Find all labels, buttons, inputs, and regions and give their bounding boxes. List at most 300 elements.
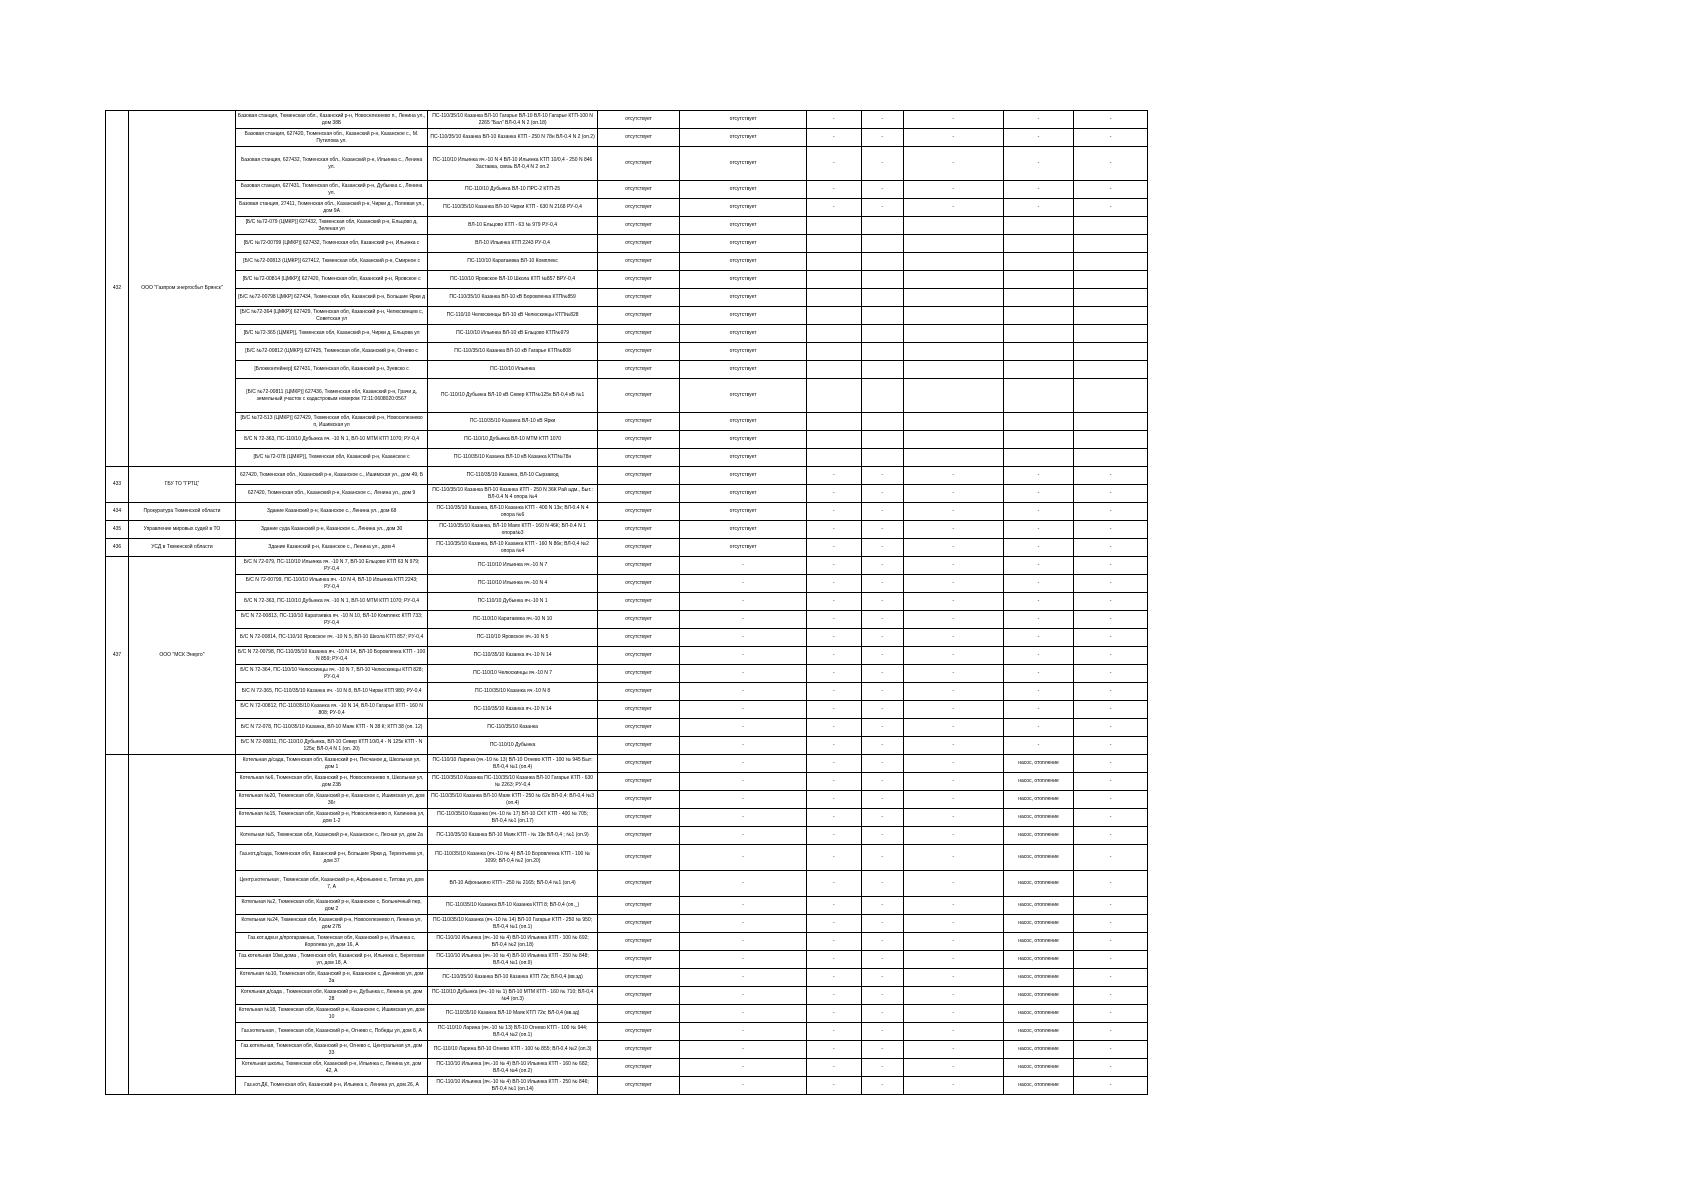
supply-source-cell: ПС-110/10 Ларина (яч.-10 № 13) ВЛ-10 Огнево КТП - 100 № 944; ВЛ-0,4 №2 (оп.1)	[428, 1023, 597, 1041]
status-cell: -	[1074, 593, 1148, 611]
status-cell: -	[903, 665, 1003, 683]
status-cell: -	[806, 129, 861, 147]
status-cell	[861, 271, 903, 289]
status-cell: -	[1074, 897, 1148, 915]
table-row	[106, 485, 1148, 503]
object-address-cell: Б/С N 72-00798, ПС-110/35/10 Казанка яч. -10 N 14, ВЛ-10 Боровленка КТП - 100 N 859; РУ-0,4	[235, 647, 428, 665]
supply-source-cell: ПС-110/10 Каратаевка ВЛ-10 Комплекс	[428, 253, 597, 271]
status-cell: отсутствует	[597, 361, 680, 379]
supply-source-cell: ПС-110/35/10 Казанка, ВЛ-10 Сырзавод	[428, 467, 597, 485]
object-address-cell: [Б/С №72-365 (ЦМКР)], Тюменская обл, Казанский р-н, Чирки д, Ельцова ул	[235, 325, 428, 343]
status-cell: -	[1074, 485, 1148, 503]
status-cell: -	[1074, 915, 1148, 933]
status-cell: -	[1074, 1077, 1148, 1095]
status-cell: отсутствует	[597, 199, 680, 217]
status-cell: -	[806, 1077, 861, 1095]
status-cell: -	[861, 539, 903, 557]
status-cell	[861, 449, 903, 467]
supply-source-cell: ПС-110/10 Яровское яч.-10 N 5	[428, 629, 597, 647]
supply-source-cell: ПС-110/10 Ильинка (яч.-10 № 4) ВЛ-10 Ильинка КТП - 100 № 692; ВЛ-0,4 №2 (оп.18)	[428, 933, 597, 951]
status-cell	[1003, 361, 1073, 379]
table-row	[106, 629, 1148, 647]
status-cell: -	[1074, 557, 1148, 575]
status-cell: -	[680, 969, 807, 987]
status-cell: -	[806, 897, 861, 915]
table-row	[106, 701, 1148, 719]
status-cell: -	[861, 593, 903, 611]
object-address-cell: Газ.кот.д/сада, Тюменская обл, Казанский р-н, Большие Ярки д, Терентьева ул, дом 37	[235, 845, 428, 871]
table-row	[106, 467, 1148, 485]
supply-source-cell: ПС-110/35/10 Казанка, ВЛ-10 Маях КТП - 160 N 46К; ВЛ-0.4 N 1 опора№3	[428, 521, 597, 539]
status-cell: -	[1074, 755, 1148, 773]
table-row	[106, 969, 1148, 987]
supply-source-cell: ПС-110/35/10 Казанка	[428, 719, 597, 737]
supply-source-cell: ПС-110/35/10 Казанка яч.-10 N 14	[428, 647, 597, 665]
status-cell: отсутствует	[597, 897, 680, 915]
status-cell: -	[1074, 871, 1148, 897]
status-cell	[861, 235, 903, 253]
status-cell	[806, 307, 861, 325]
status-cell: -	[680, 827, 807, 845]
status-cell: -	[1074, 647, 1148, 665]
status-cell	[903, 413, 1003, 431]
status-cell: отсутствует	[680, 361, 807, 379]
status-cell: -	[861, 987, 903, 1005]
status-cell: отсутствует	[597, 791, 680, 809]
status-cell: -	[806, 647, 861, 665]
table-row	[106, 933, 1148, 951]
status-cell: -	[806, 593, 861, 611]
status-cell: -	[903, 629, 1003, 647]
supply-source-cell: ПС-110/35/10 Казанка (яч.-10 № 4) ВЛ-10 Боровленка КТП - 100 № 1099; ВЛ-0,4 №2 (оп.20)	[428, 845, 597, 871]
status-cell	[1074, 325, 1148, 343]
status-cell: -	[680, 845, 807, 871]
status-cell: -	[1003, 199, 1073, 217]
organization-name: ГБУ ТО "ГРТЦ"	[129, 467, 236, 503]
supply-source-cell: ПС-110/35/10 Казанка ВЛ-10 кВ Ярки	[428, 413, 597, 431]
status-cell	[903, 307, 1003, 325]
status-cell: -	[903, 111, 1003, 129]
status-cell: -	[861, 199, 903, 217]
status-cell	[861, 431, 903, 449]
table-row	[106, 449, 1148, 467]
table-row	[106, 217, 1148, 235]
object-address-cell: Базовая станция, 627432, Тюменская обл., Казанский р-н, Ильинка с., Ленина ул.	[235, 147, 428, 181]
object-address-cell: [Б/С №72-079 (ЦМКР)] 627432, Тюменская обл, Казанский р-н, Ельцово д, Зеленая ул	[235, 217, 428, 235]
status-cell: -	[1003, 147, 1073, 181]
status-cell: насос, отопление	[1003, 897, 1073, 915]
status-cell: -	[806, 485, 861, 503]
table-row	[106, 147, 1148, 181]
status-cell: -	[680, 773, 807, 791]
status-cell: -	[1003, 467, 1073, 485]
status-cell: отсутствует	[597, 181, 680, 199]
record-number: 437	[106, 557, 129, 755]
status-cell	[806, 217, 861, 235]
status-cell	[806, 253, 861, 271]
status-cell: -	[680, 665, 807, 683]
organization-name: ООО "МСК Энерго"	[129, 557, 236, 755]
table-row	[106, 951, 1148, 969]
supply-source-cell: ПС-110/35/10 Казанка ВЛ-10 Казанка КТП - 250 N 36К Рай адм., Быт.: ВЛ-0.4 N 4 опора №4	[428, 485, 597, 503]
table-row	[106, 181, 1148, 199]
supply-source-cell: ПС-110/35/10 Казанка ВЛ-10 Казанка КТП 72к; ВЛ-0,4 (вв.зд)	[428, 969, 597, 987]
status-cell: -	[903, 915, 1003, 933]
supply-source-cell: ПС-110/10 Челюскинцы ВЛ-10 кВ Челюскинцы КТП№828	[428, 307, 597, 325]
object-address-cell: Б/С N 72-00812, ПС-110/35/10 Казанка яч. -10 N 14, ВЛ-10 Гагарье КТП - 160 N 808; РУ-0,4	[235, 701, 428, 719]
status-cell: отсутствует	[680, 325, 807, 343]
status-cell: -	[861, 701, 903, 719]
status-cell: -	[861, 1041, 903, 1059]
status-cell	[903, 325, 1003, 343]
object-address-cell: Здание Казанский р-н, Казанское с., Ленина ул., дом 4	[235, 539, 428, 557]
object-address-cell: Котельная №15, Тюменская обл, Казанский р-н, Новоселезнево п, Калинина ул, дом 1-2	[235, 809, 428, 827]
supply-source-cell: ПС-110/10 Каратаевка яч.-10 N 10	[428, 611, 597, 629]
object-address-cell: 627420, Тюменская обл., Казанский р-н, Казанское с., Ленина ул., дом 9	[235, 485, 428, 503]
status-cell: насос, отопление	[1003, 827, 1073, 845]
status-cell: отсутствует	[680, 431, 807, 449]
status-cell: -	[806, 611, 861, 629]
table-row	[106, 199, 1148, 217]
status-cell: -	[806, 467, 861, 485]
status-cell: -	[1074, 773, 1148, 791]
status-cell: отсутствует	[597, 449, 680, 467]
object-address-cell: Центр.котельная , Тюменская обл, Казанский р-н, Афонькино с, Титова ул, дом 7, А	[235, 871, 428, 897]
status-cell: -	[1074, 737, 1148, 755]
status-cell: -	[861, 737, 903, 755]
status-cell: насос, отопление	[1003, 951, 1073, 969]
document-page	[105, 110, 1148, 1095]
status-cell: отсутствует	[680, 235, 807, 253]
status-cell: -	[903, 951, 1003, 969]
object-address-cell: Базовая станция, Тюменская обл., Казанский р-н, Новоселезнево п., Ленина ул., дом 38Б	[235, 111, 428, 129]
status-cell: -	[806, 701, 861, 719]
status-cell: -	[903, 521, 1003, 539]
status-cell: -	[806, 665, 861, 683]
status-cell	[806, 379, 861, 413]
status-cell: -	[806, 147, 861, 181]
table-row	[106, 647, 1148, 665]
status-cell: -	[861, 129, 903, 147]
consumer-table	[105, 110, 1148, 1095]
object-address-cell: Б/С N 72-363, ПС-110/10 Дубынка яч. -10 N 1, ВЛ-10 МТМ КТП 1070; РУ-0,4	[235, 593, 428, 611]
status-cell	[1003, 307, 1073, 325]
organization-name: Прокуратура Тюменской области	[129, 503, 236, 521]
status-cell: отсутствует	[680, 485, 807, 503]
status-cell	[1074, 361, 1148, 379]
status-cell: насос, отопление	[1003, 1059, 1073, 1077]
object-address-cell: [Б/С №72-00798 ЦМКР] 627434, Тюменская обл, Казанский р-н, Большие Ярки д	[235, 289, 428, 307]
status-cell: -	[1074, 1023, 1148, 1041]
status-cell: отсутствует	[680, 129, 807, 147]
table-row	[106, 379, 1148, 413]
status-cell: -	[861, 827, 903, 845]
status-cell: -	[861, 111, 903, 129]
object-address-cell: Котельная №24, Тюменская обл, Казанский р-н, Новоселезнево п, Ленина ул, дом 27Б	[235, 915, 428, 933]
supply-source-cell: ПС-110/35/10 Казанка яч.-10 N 8	[428, 683, 597, 701]
status-cell: отсутствует	[597, 683, 680, 701]
status-cell: -	[806, 199, 861, 217]
table-row	[106, 307, 1148, 325]
status-cell	[1074, 449, 1148, 467]
status-cell: -	[1074, 611, 1148, 629]
status-cell: -	[806, 629, 861, 647]
object-address-cell: Б/С N 72-079, ПС-110/10 Ильинка яч. -10 N 7, ВЛ-10 Ельцово КТП 63 N 979; РУ-0,4	[235, 557, 428, 575]
status-cell: -	[680, 629, 807, 647]
status-cell: отсутствует	[680, 379, 807, 413]
status-cell: -	[680, 719, 807, 737]
status-cell: -	[861, 791, 903, 809]
table-row	[106, 521, 1148, 539]
status-cell: -	[903, 557, 1003, 575]
status-cell: -	[903, 827, 1003, 845]
status-cell: -	[861, 503, 903, 521]
table-row	[106, 1041, 1148, 1059]
status-cell	[1003, 379, 1073, 413]
status-cell: отсутствует	[597, 593, 680, 611]
status-cell	[806, 271, 861, 289]
status-cell	[861, 217, 903, 235]
status-cell: -	[806, 521, 861, 539]
status-cell: отсутствует	[680, 343, 807, 361]
object-address-cell: Газ.котельная , Тюменская обл, Казанский р-н, Огнево с, Победы ул, дом 8, А	[235, 1023, 428, 1041]
status-cell: -	[1074, 933, 1148, 951]
supply-source-cell: ПС-110/10 Яровское ВЛ-10 Школа КТП №857 ВРУ-0,4	[428, 271, 597, 289]
status-cell: -	[861, 951, 903, 969]
object-address-cell: Б/С N 72-00811, ПС-110/10 Дубынка, ВЛ-10 Север КТП 10/0,4 - N 125к КТП - N 125к; ВЛ-0,4 N 1 (оп. 20)	[235, 737, 428, 755]
status-cell: -	[680, 915, 807, 933]
supply-source-cell: ПС-110/35/10 Казанка яч.-10 N 14	[428, 701, 597, 719]
object-address-cell: Здание Казанский р-н, Казанское с., Ленина ул., дом 68	[235, 503, 428, 521]
status-cell: -	[903, 791, 1003, 809]
status-cell: -	[1074, 629, 1148, 647]
status-cell	[903, 343, 1003, 361]
status-cell: -	[806, 951, 861, 969]
status-cell: отсутствует	[597, 845, 680, 871]
status-cell: -	[903, 199, 1003, 217]
status-cell: -	[1074, 521, 1148, 539]
supply-source-cell: ПС-110/35/10 Казанка ВЛ-10 Гагарье ВЛ-10 ВЛ-10 Гагарье КТП-100 N 2265 "Бал" ВЛ-0.4 N 2 (оп.18)	[428, 111, 597, 129]
object-address-cell: [Б/С №72-00813 (ЦМКР)] 627412, Тюменская обл, Казанский р-н, Смирное с	[235, 253, 428, 271]
status-cell	[1003, 413, 1073, 431]
status-cell: -	[1003, 647, 1073, 665]
supply-source-cell: ПС-110/10 Ильинка	[428, 361, 597, 379]
status-cell: -	[680, 809, 807, 827]
status-cell: -	[806, 683, 861, 701]
status-cell: -	[1074, 701, 1148, 719]
status-cell: -	[680, 1005, 807, 1023]
status-cell: -	[861, 1059, 903, 1077]
status-cell: отсутствует	[597, 737, 680, 755]
status-cell: -	[903, 809, 1003, 827]
supply-source-cell: ПС-110/10 Ильинка (яч.-10 № 4) ВЛ-10 Ильинка КТП - 250 № 848; ВЛ-0,4 №1 (оп.9)	[428, 951, 597, 969]
status-cell: -	[680, 683, 807, 701]
status-cell	[903, 449, 1003, 467]
object-address-cell: Б/С N 72-363, ПС-110/10 Дубынка яч. -10 N 1, ВЛ-10 МТМ КТП 1070; РУ-0,4	[235, 431, 428, 449]
status-cell: -	[861, 181, 903, 199]
status-cell: -	[1003, 701, 1073, 719]
status-cell: -	[680, 1041, 807, 1059]
status-cell: -	[903, 181, 1003, 199]
status-cell	[1003, 253, 1073, 271]
status-cell: отсутствует	[597, 253, 680, 271]
status-cell: -	[1074, 111, 1148, 129]
status-cell: -	[806, 809, 861, 827]
status-cell: -	[903, 467, 1003, 485]
supply-source-cell: ПС-110/10 Дубынка ВЛ-10 ПРС-2 КТП-25	[428, 181, 597, 199]
status-cell	[903, 235, 1003, 253]
status-cell: -	[806, 719, 861, 737]
status-cell: -	[806, 915, 861, 933]
status-cell	[861, 325, 903, 343]
status-cell: -	[1003, 629, 1073, 647]
record-number: 436	[106, 539, 129, 557]
status-cell: -	[903, 1041, 1003, 1059]
status-cell	[1074, 307, 1148, 325]
status-cell	[861, 413, 903, 431]
status-cell: -	[861, 809, 903, 827]
status-cell: отсутствует	[680, 199, 807, 217]
supply-source-cell: ПС-110/35/10 Казанка ПС-110/35/10 Казанка ВЛ-10 Гагарье КТП - 630 № 2263; РУ-0,4	[428, 773, 597, 791]
status-cell: насос, отопление	[1003, 987, 1073, 1005]
status-cell: -	[903, 129, 1003, 147]
status-cell: отсутствует	[597, 557, 680, 575]
status-cell	[1003, 325, 1073, 343]
status-cell: -	[1003, 719, 1073, 737]
status-cell: -	[680, 593, 807, 611]
table-row	[106, 871, 1148, 897]
status-cell: отсутствует	[597, 951, 680, 969]
status-cell	[1003, 431, 1073, 449]
object-address-cell: Базовая станция, 627431, Тюменская обл., Казанский р-н, Дубынка с., Ленина ул.	[235, 181, 428, 199]
status-cell: -	[806, 871, 861, 897]
supply-source-cell: ПС-110/10 Дубынка	[428, 737, 597, 755]
object-address-cell: Газ.кот.ДК, Тюменская обл, Казанский р-н, Ильинка с, Ленина ул, дом 26, А	[235, 1077, 428, 1095]
status-cell	[903, 361, 1003, 379]
status-cell: отсутствует	[680, 467, 807, 485]
status-cell: -	[680, 701, 807, 719]
supply-source-cell: ПС-110/35/10 Казанка ВЛ-10 Маяк КТП - № 19к ВЛ-0,4 ; №1 (оп.9)	[428, 827, 597, 845]
table-row	[106, 289, 1148, 307]
status-cell: отсутствует	[597, 129, 680, 147]
status-cell: -	[680, 755, 807, 773]
status-cell	[1003, 289, 1073, 307]
status-cell: -	[861, 521, 903, 539]
status-cell: -	[861, 611, 903, 629]
status-cell: -	[903, 575, 1003, 593]
status-cell: отсутствует	[597, 413, 680, 431]
status-cell: -	[1003, 737, 1073, 755]
table-row	[106, 413, 1148, 431]
status-cell: -	[680, 1059, 807, 1077]
status-cell: насос, отопление	[1003, 969, 1073, 987]
status-cell: отсутствует	[597, 701, 680, 719]
status-cell: -	[1074, 719, 1148, 737]
object-address-cell: [Б/С №72-078 (ЦМКР)], Тюменская обл, Казанский р-н, Казанское с	[235, 449, 428, 467]
table-row	[106, 809, 1148, 827]
object-address-cell: [Б/С №72-00814 (ЦМКР)] 627420, Тюменская обл, Казанский р-н, Яровское с	[235, 271, 428, 289]
table-row	[106, 361, 1148, 379]
status-cell: -	[680, 611, 807, 629]
status-cell: -	[680, 897, 807, 915]
status-cell	[1003, 217, 1073, 235]
table-row	[106, 915, 1148, 933]
status-cell: -	[1003, 611, 1073, 629]
record-number: 432	[106, 111, 129, 467]
status-cell: -	[1003, 521, 1073, 539]
status-cell: отсутствует	[597, 1059, 680, 1077]
status-cell: -	[1074, 575, 1148, 593]
status-cell: -	[861, 915, 903, 933]
status-cell: -	[903, 719, 1003, 737]
status-cell: насос, отопление	[1003, 773, 1073, 791]
object-address-cell: Б/С N 72-078, ПС-110/35/10 Казанка, ВЛ-10 Маяк КТП - N 38 К; КТП 38 (оп. 12)	[235, 719, 428, 737]
object-address-cell: Базовая станция, 27411, Тюменская обл., Казанский р-н, Чирки д., Полевая ул., дом 9А	[235, 199, 428, 217]
status-cell: -	[861, 665, 903, 683]
object-address-cell: 627420, Тюменская обл., Казанский р-н, Казанское с., Ишимская ул., дом 49, Б	[235, 467, 428, 485]
status-cell: отсутствует	[597, 343, 680, 361]
status-cell: -	[861, 557, 903, 575]
table-row	[106, 755, 1148, 773]
status-cell: -	[1003, 181, 1073, 199]
supply-source-cell: ПС-110/10 Ильинка ВЛ-10 кВ Ельцово КТП№979	[428, 325, 597, 343]
status-cell: -	[903, 1059, 1003, 1077]
status-cell: отсутствует	[597, 719, 680, 737]
status-cell: -	[1074, 969, 1148, 987]
supply-source-cell: ВЛ-10 Ильинка КТП 2243 РУ-0,4	[428, 235, 597, 253]
object-address-cell: [Б/С №72-00811 (ЦМКР)] 627436, Тюменская обл, Казанский р-н, Грачи д, земельный участок с кадастровым номером 72:11:0608020:0567	[235, 379, 428, 413]
status-cell: отсутствует	[597, 755, 680, 773]
status-cell: -	[806, 1005, 861, 1023]
status-cell: отсутствует	[597, 773, 680, 791]
status-cell: отсутствует	[597, 575, 680, 593]
status-cell	[1074, 431, 1148, 449]
status-cell: -	[1003, 665, 1073, 683]
status-cell: -	[1003, 503, 1073, 521]
status-cell: -	[1074, 199, 1148, 217]
object-address-cell: Б/С N 72-365, ПС-110/35/10 Казанка яч. -10 N 8, ВЛ-10 Чирки КТП 980; РУ-0,4	[235, 683, 428, 701]
status-cell: отсутствует	[597, 1041, 680, 1059]
table-row	[106, 683, 1148, 701]
table-row	[106, 897, 1148, 915]
status-cell: -	[903, 1023, 1003, 1041]
status-cell: -	[903, 933, 1003, 951]
status-cell: -	[903, 683, 1003, 701]
status-cell: отсутствует	[597, 647, 680, 665]
organization-name: УСД в Тюменской области	[129, 539, 236, 557]
status-cell	[1003, 235, 1073, 253]
table-row	[106, 111, 1148, 129]
status-cell	[861, 307, 903, 325]
status-cell: -	[1003, 593, 1073, 611]
status-cell: насос, отопление	[1003, 845, 1073, 871]
status-cell: -	[861, 147, 903, 181]
status-cell: -	[806, 539, 861, 557]
status-cell: отсутствует	[597, 111, 680, 129]
status-cell: -	[903, 503, 1003, 521]
status-cell	[1003, 343, 1073, 361]
status-cell: отсутствует	[597, 915, 680, 933]
status-cell	[1003, 449, 1073, 467]
status-cell	[806, 289, 861, 307]
table-row	[106, 1077, 1148, 1095]
status-cell: -	[861, 773, 903, 791]
status-cell: -	[903, 701, 1003, 719]
status-cell: отсутствует	[597, 665, 680, 683]
supply-source-cell: ПС-110/10 Дубынка (яч.-10 № 1) ВЛ-10 МТМ КТП - 160 № 710; ВЛ-0,4 №4 (оп.3)	[428, 987, 597, 1005]
object-address-cell: Котельная №20, Тюменская обл, Казанский р-н, Казанское с, Ишимская ул, дом 36г	[235, 791, 428, 809]
record-number: 434	[106, 503, 129, 521]
